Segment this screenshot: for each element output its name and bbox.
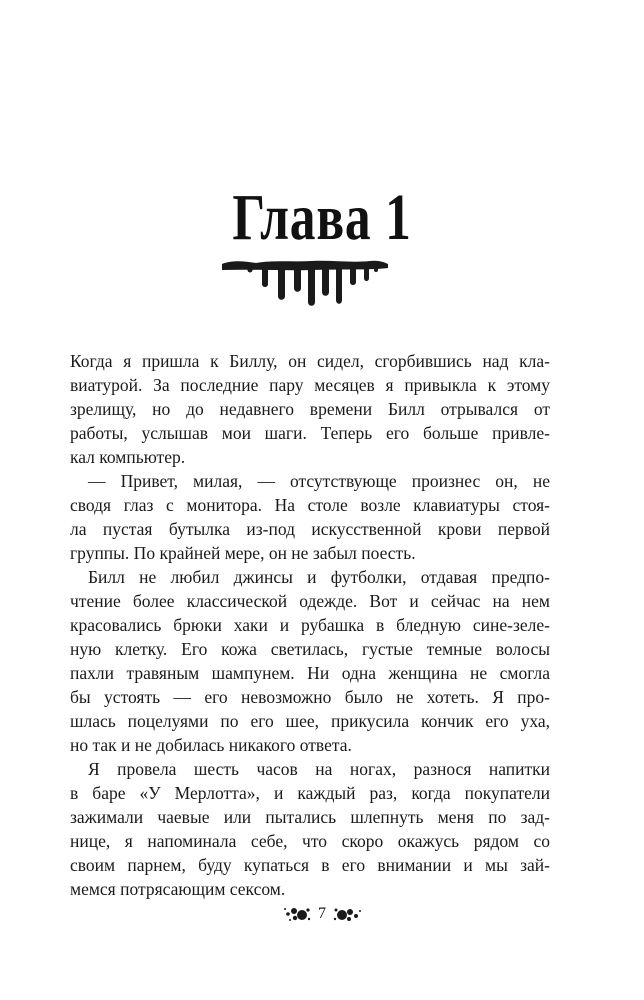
text-line: в баре «У Мерлотта», и каждый раз, когда покупатели: [70, 783, 550, 803]
blood-splatter-left-icon: [282, 905, 312, 923]
text-line: зрелищу, но до недавнего времени Билл отрывался от: [70, 399, 550, 419]
text-line: ную клетку. Его кожа светилась, густые темные волосы: [70, 639, 550, 659]
text-line: шлась поцелуями по его шее, прикусила кончик его уха,: [70, 711, 550, 731]
chapter-title: Глава 1: [232, 181, 412, 254]
text-line: Я провела шесть часов на ногах, разнося напитки: [88, 759, 550, 779]
text-line: группы. По крайней мере, он не забыл поесть.: [70, 543, 416, 563]
text-line: своим парнем, буду купаться в его внимании и мы зай-: [70, 855, 550, 875]
text-line: сводя глаз с монитора. На столе возле клавиатуры стоя-: [70, 495, 550, 515]
text-line: красовались брюки хаки и рубашка в бледную сине-зеле-: [70, 615, 550, 635]
folio: [282, 905, 362, 923]
text-line: кал компьютер.: [70, 447, 186, 467]
page-number: 7: [318, 905, 326, 922]
text-line: но так и не добилась никакого ответа.: [70, 735, 352, 755]
text-line: — Привет, милая, — отсутствующе произнес он, не: [88, 471, 550, 491]
text-line: Билл не любил джинсы и футболки, отдавая предпо-: [88, 567, 550, 587]
page-footer: [0, 905, 644, 931]
text-line: ла пустая бутылка из-под искусственной крови первой: [70, 519, 550, 539]
blood-splatter-right-icon: [332, 905, 362, 923]
text-line: Когда я пришла к Биллу, он сидел, сгорбившись над кла-: [70, 351, 550, 371]
text-line: виатурой. За последние пару месяцев я привыкла к этому: [70, 375, 550, 395]
text-line: бы устоять — его невозможно было не хотеть. Я про-: [70, 687, 550, 707]
paragraph-4: [70, 757, 550, 901]
text-line: нице, я напоминала себе, что скоро окажусь рядом со: [70, 831, 550, 851]
blood-drip-ornament: [222, 258, 388, 310]
text-line: чтение более классической одежде. Вот и сейчас на нем: [70, 591, 550, 611]
text-line: пахли травяным шампунем. Ни одна женщина не смогла: [70, 663, 550, 683]
body-text: [70, 349, 550, 901]
text-line: мемся потрясающим сексом.: [70, 879, 286, 899]
text-line: зажимали чаевые или пытались шлепнуть меня по зад-: [70, 807, 550, 827]
paragraph-3: [70, 565, 550, 757]
paragraph-2: [70, 469, 550, 565]
paragraph-1: [70, 349, 550, 469]
text-line: работы, услышав мои шаги. Теперь его больше привле-: [70, 423, 550, 443]
